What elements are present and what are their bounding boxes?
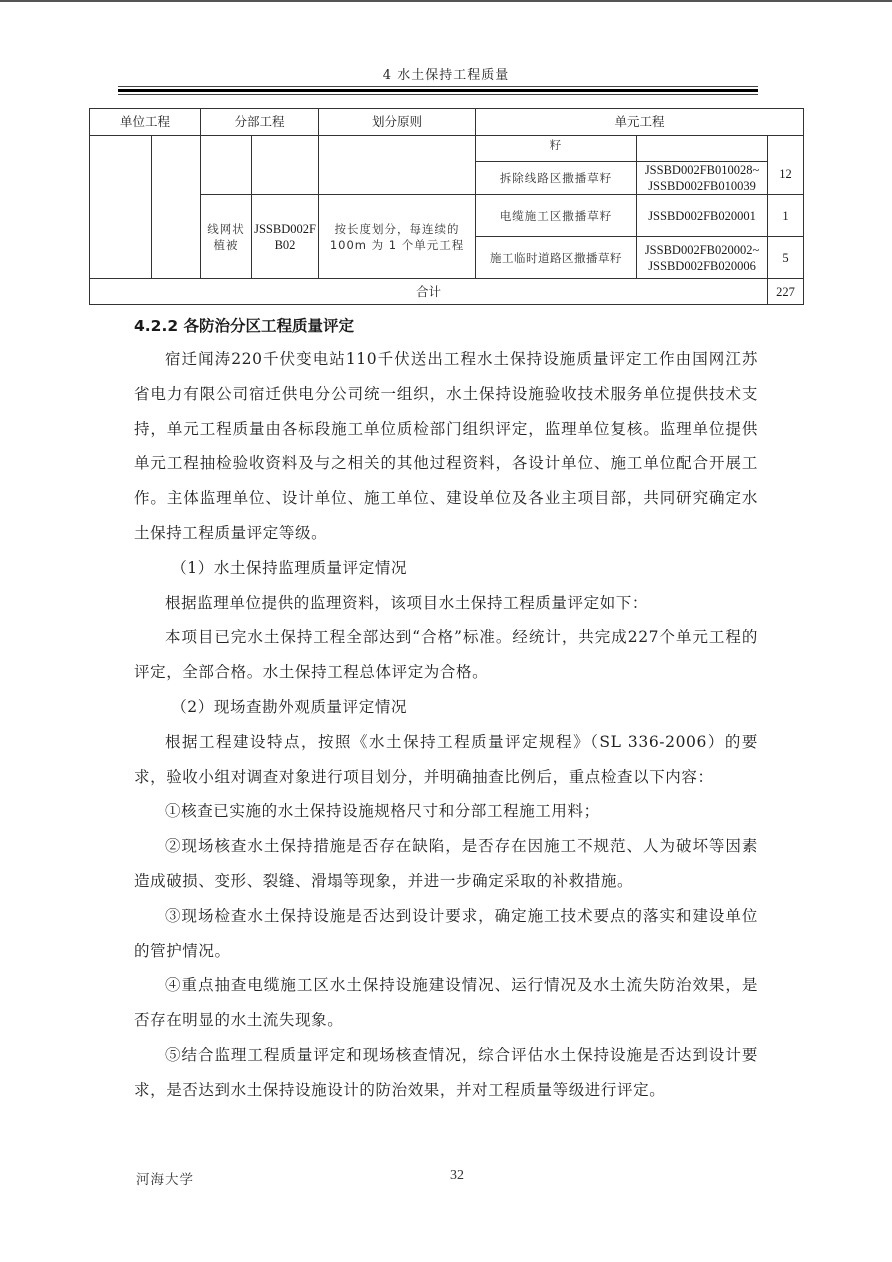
sub-project-code-cell: [252, 136, 319, 195]
sub-project-code-line2: B02: [274, 237, 296, 252]
element-name-cell: 拆除线路区撒播草籽: [476, 162, 637, 195]
paragraph: 本项目已完水土保持工程全部达到“合格”标准。经统计，共完成227个单元工程的评定，全部合格。水土保持工程总体评定为合格。: [134, 628, 758, 682]
sub-project-name-cell: [201, 136, 252, 195]
header-element-project: 单元工程: [476, 109, 804, 136]
list-item: ②现场核查水土保持措施是否存在缺陷，是否存在因施工不规范、人为破坏等因素造成破损、变形、裂缝、滑塌等现象，并进一步确定采取的补救措施。: [134, 837, 758, 890]
header-division-principle: 划分原则: [319, 109, 476, 136]
header-unit-project: 单位工程: [90, 109, 201, 136]
element-name-cell: 籽: [476, 136, 637, 162]
total-label: 合计: [90, 279, 768, 305]
element-count-cell: 1: [768, 195, 804, 237]
section-title: 4.2.2 各防治分区工程质量评定: [134, 317, 355, 335]
footer-institution: 河海大学: [136, 1172, 194, 1188]
element-code-end: JSSBD002FB010039: [648, 179, 756, 193]
element-count: 12: [779, 167, 792, 181]
table-header-row: [90, 109, 804, 136]
sub-project-name-cell: [201, 195, 252, 279]
total-value: 227: [768, 279, 804, 305]
subheading: （1）水土保持监理质量评定情况: [171, 558, 408, 577]
page-top-border: [0, 0, 892, 2]
element-code-cell: [637, 162, 768, 195]
list-item: ④重点抽查电缆施工区水土保持设施建设情况、运行情况及水土流失防治效果，是否存在明显的水土流失现象。: [134, 976, 758, 1030]
list-item: ③现场检查水土保持设施是否达到设计要求，确定施工技术要点的落实和建设单位的管护情况。: [134, 906, 758, 960]
sub-project-code-cell: [252, 195, 319, 279]
page-number: 32: [450, 1168, 464, 1183]
header-rule: [118, 86, 758, 95]
element-count-cell: 5: [768, 237, 804, 279]
unit-division-table: [89, 108, 804, 305]
paragraph: 宿迁闻涛220千伏变电站110千伏送出工程水土保持设施质量评定工作由国网江苏省电力有限公司宿迁供电分公司统一组织，水土保持设施验收技术服务单位提供技术支持，单元工程质量由各标段施工单位质检部门组织评定，监理单位复核。监理单位提供单元工程抽检验收资料及与之相关的其他过程资料，各设计单位、施工单位配合开展工作。主体监理单位、设计单位、施工单位、建设单位及各业主项目部，共同研究确定水土保持工程质量评定等级。: [134, 350, 758, 542]
running-header: 4 水土保持工程质量: [382, 68, 510, 83]
sub-project-code-line1: JSSBD002F: [254, 221, 316, 236]
table-total-row: [90, 279, 804, 305]
table-row: [90, 136, 804, 162]
subheading: （2）现场查勘外观质量评定情况: [171, 697, 408, 716]
paragraph: 根据工程建设特点，按照《水土保持工程质量评定规程》（SL 336-2006）的要求，验收小组对调查对象进行项目划分，并明确抽查比例后，重点检查以下内容：: [134, 732, 758, 786]
section-body: [134, 342, 758, 1108]
list-item: ⑤结合监理工程质量评定和现场核查情况，综合评估水土保持设施是否达到设计要求，是否达到水土保持设施设计的防治效果，并对工程质量等级进行评定。: [134, 1045, 758, 1099]
element-code-end: JSSBD002FB020006: [648, 258, 756, 273]
paragraph: 根据监理单位提供的监理资料，该项目水土保持工程质量评定如下：: [165, 593, 649, 612]
sub-project-name-line1: 线网状: [207, 221, 245, 236]
division-principle-cell: [319, 195, 476, 279]
element-count-cell: [768, 136, 804, 195]
element-code-start: JSSBD002FB010028~: [644, 163, 760, 177]
header-sub-project: 分部工程: [201, 109, 319, 136]
element-name-cell: 电缆施工区撒播草籽: [476, 195, 637, 237]
sub-project-name-line2: 植被: [213, 237, 239, 252]
principle-line1: 按长度划分，每连续的: [334, 221, 460, 236]
principle-line2: 100m 为 1 个单元工程: [329, 237, 465, 252]
element-name-cell: 施工临时道路区撒播草籽: [476, 237, 637, 279]
element-code-cell: [637, 237, 768, 279]
element-code-cell: [637, 136, 768, 162]
unit-project-name-cell: [90, 136, 152, 279]
division-principle-cell: [319, 136, 476, 195]
element-code-start: JSSBD002FB020002~: [644, 242, 760, 257]
list-item: ①核查已实施的水土保持设施规格尺寸和分部工程施工用料；: [165, 802, 600, 821]
element-code-cell: JSSBD002FB020001: [637, 195, 768, 237]
unit-project-code-cell: [152, 136, 201, 279]
